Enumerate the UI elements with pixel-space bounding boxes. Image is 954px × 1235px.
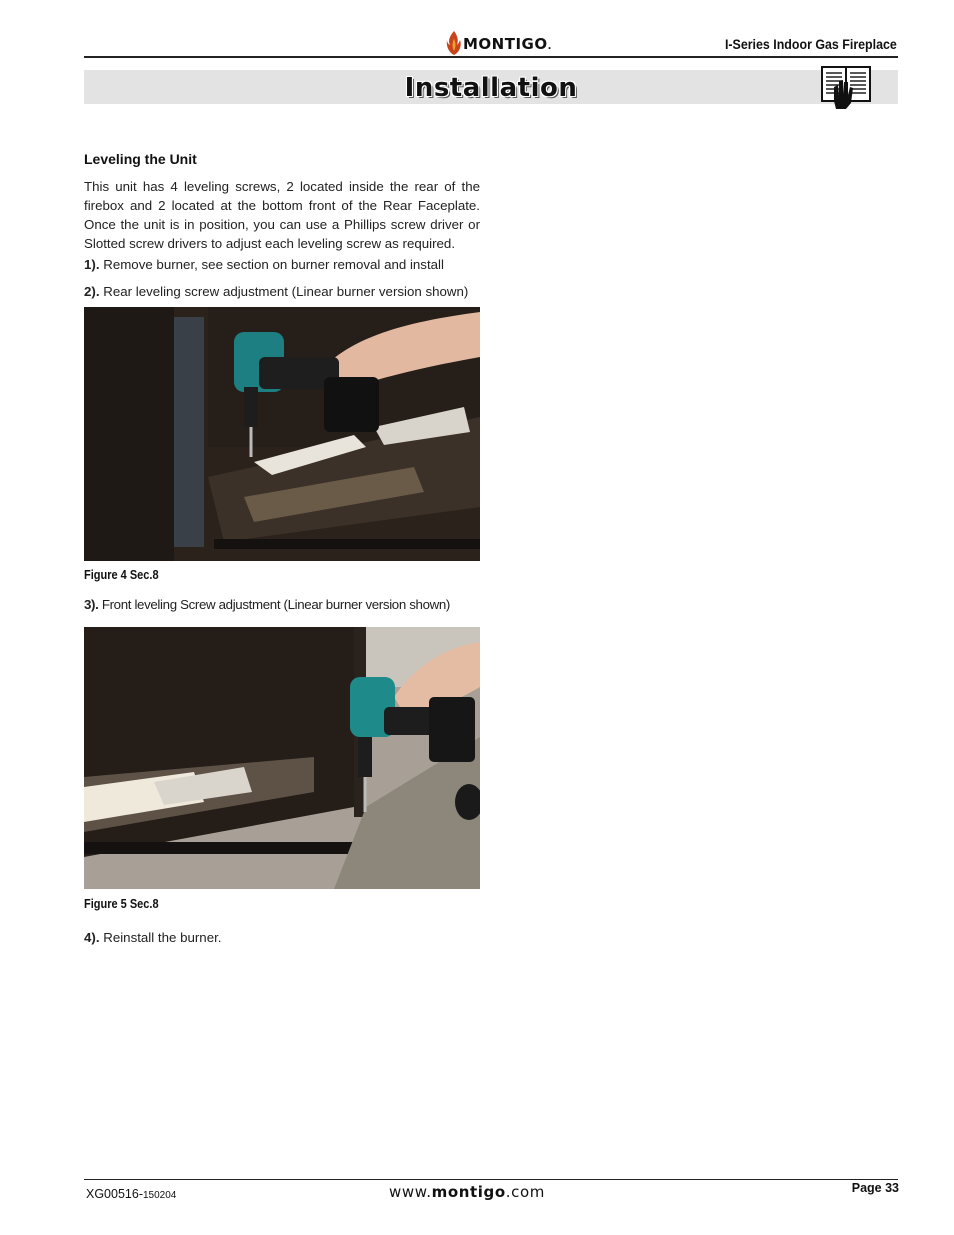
page-number: Page 33 — [851, 1181, 899, 1195]
figure-4-photo — [84, 307, 480, 561]
figure-5-caption: Figure 5 Sec.8 — [84, 897, 159, 911]
step-text: Front leveling Screw adjustment (Linear burner version shown) — [98, 597, 450, 612]
section-banner — [84, 70, 898, 104]
document-code: XG00516-150204 — [86, 1187, 177, 1201]
product-title: I-Series Indoor Gas Fireplace — [725, 37, 897, 52]
intro-paragraph: This unit has 4 leveling screws, 2 located inside the rear of the firebox and 2 located at the bottom front of the Rear Faceplate. Once the unit is in position, you can use a Phillips screw driver or Slotted screw drivers to adjust each leveling screw as required. — [84, 179, 480, 251]
montigo-logo — [446, 26, 552, 56]
step-number: 2). — [84, 284, 100, 299]
flame-icon — [446, 30, 462, 56]
footer-divider — [84, 1179, 898, 1180]
figure-4-caption: Figure 4 Sec.8 — [84, 568, 159, 582]
website-url[interactable]: www.montigo.com — [389, 1183, 545, 1201]
section-heading: Leveling the Unit — [84, 151, 197, 167]
header-divider — [84, 56, 898, 58]
step-text: Reinstall the burner. — [99, 930, 222, 945]
step-text: Rear leveling screw adjustment (Linear burner version shown) — [99, 284, 469, 299]
rear-leveling-photo-illustration — [84, 307, 480, 561]
step-number: 1). — [84, 257, 100, 272]
step-1 — [84, 257, 484, 272]
open-manual-hand-icon — [820, 65, 872, 111]
banner-title: Installation — [404, 73, 578, 103]
step-number: 3). — [84, 597, 99, 612]
step-text: Remove burner, see section on burner removal and install — [99, 257, 444, 272]
logo-wordmark: MONTIGO. — [463, 35, 552, 53]
step-3 — [84, 597, 484, 612]
step-2 — [84, 284, 484, 299]
figure-5-photo — [84, 627, 480, 889]
step-4 — [84, 930, 484, 945]
step-number: 4). — [84, 930, 100, 945]
front-leveling-photo-illustration — [84, 627, 480, 889]
